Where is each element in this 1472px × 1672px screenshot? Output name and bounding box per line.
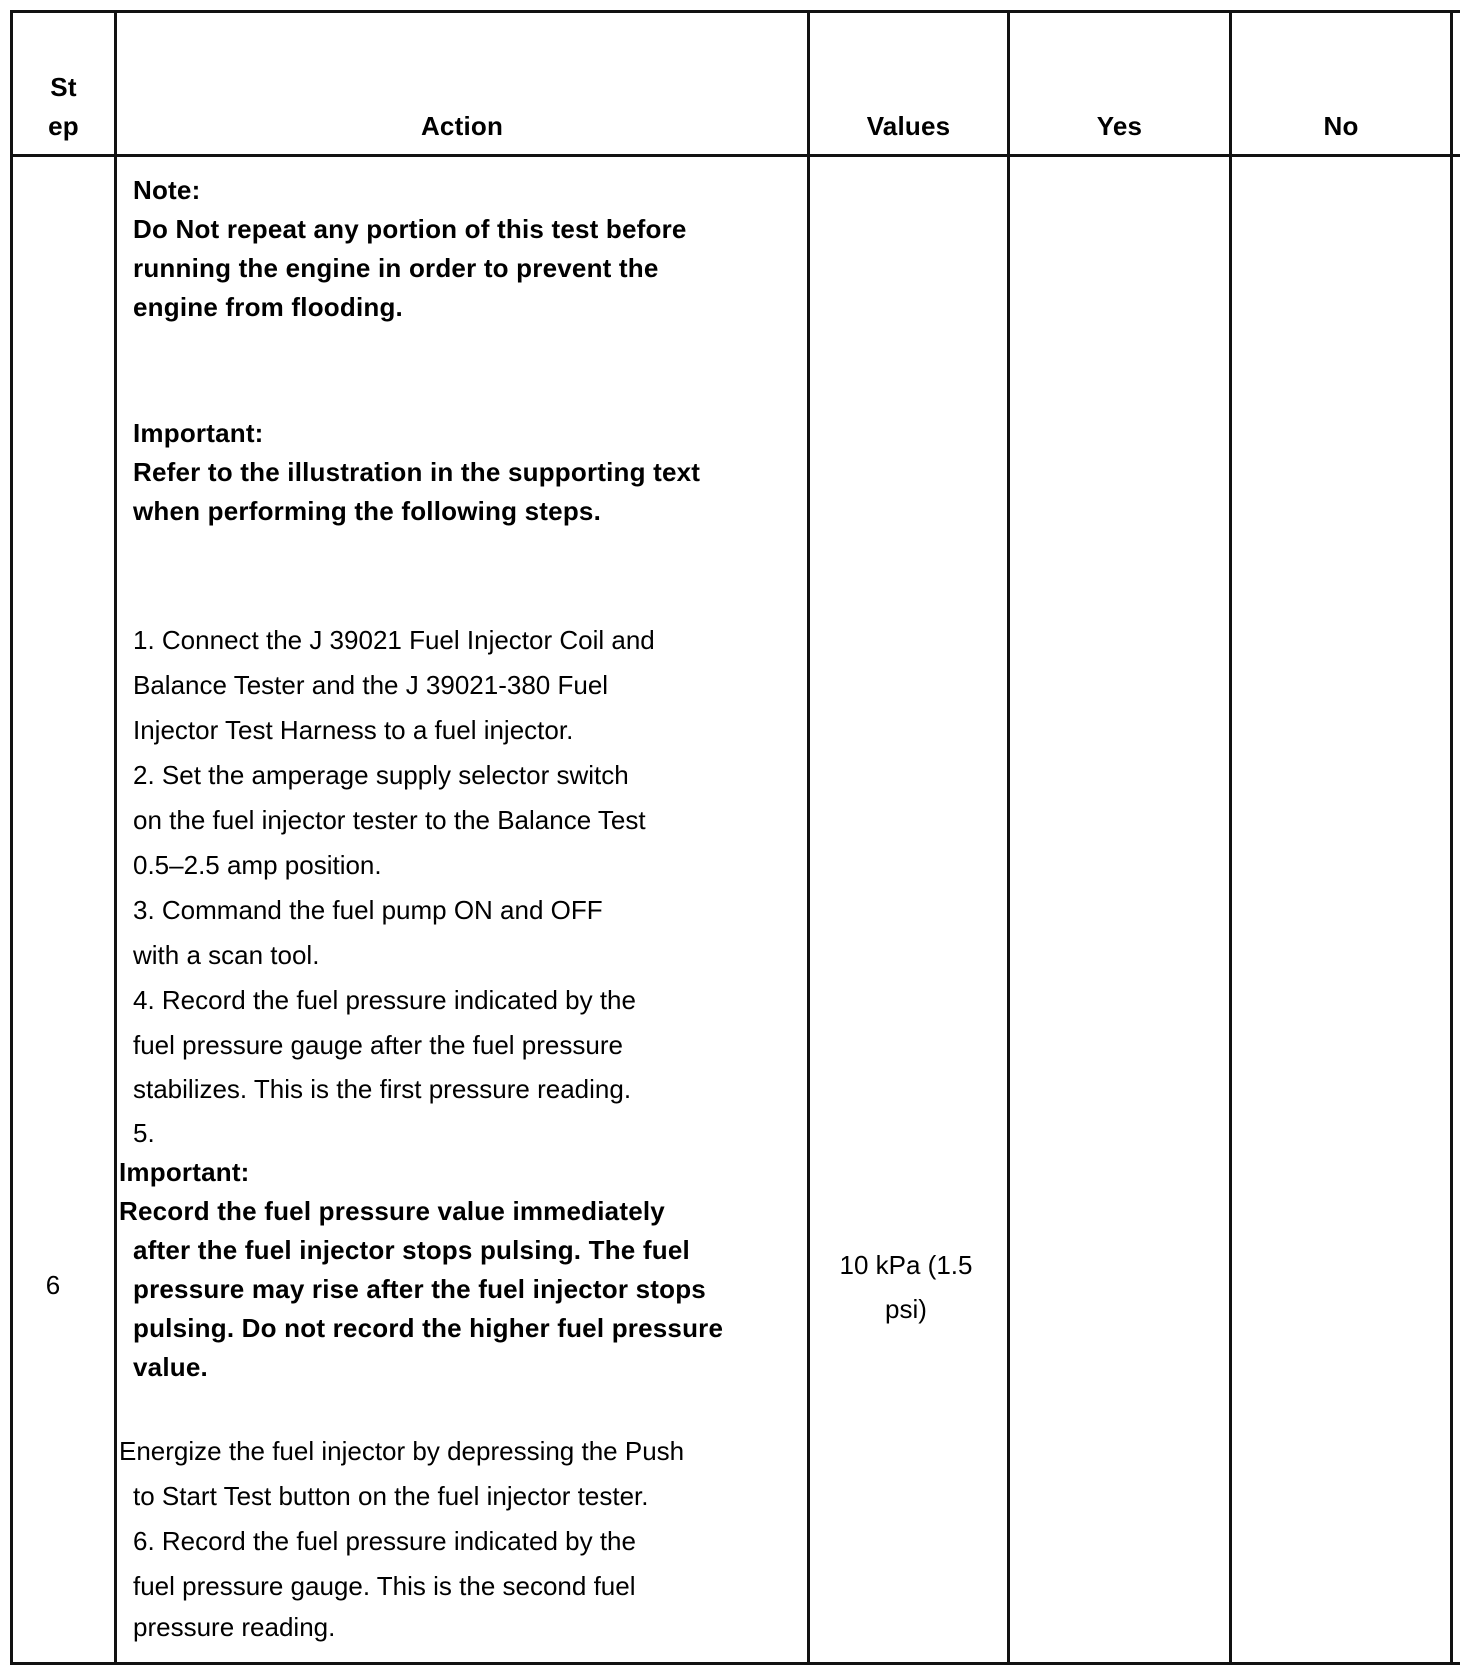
header-values: Values — [866, 111, 951, 141]
step-text-line: 1. Connect the J 39021 Fuel Injector Coil and — [133, 625, 655, 655]
step6-line: fuel pressure gauge. This is the second fuel — [133, 1571, 636, 1601]
header-step-line2: ep — [48, 111, 79, 141]
table-border-header-bottom — [10, 154, 1460, 157]
important2-line: Record the fuel pressure value immediately — [119, 1196, 665, 1226]
energize-line: to Start Test button on the fuel injector tester. — [133, 1481, 649, 1511]
step-text-line: 3. Command the fuel pump ON and OFF — [133, 895, 603, 925]
step-text-line: 5. — [133, 1118, 155, 1148]
note-line: engine from flooding. — [133, 292, 403, 322]
column-divider-yes-no — [1229, 10, 1232, 1665]
value-line1: 10 kPa (1.5 — [839, 1250, 973, 1280]
table-border-right — [1450, 10, 1453, 1665]
header-no: No — [1323, 111, 1359, 141]
important1-label: Important: — [133, 418, 264, 448]
step-text-line: on the fuel injector tester to the Balance Test — [133, 805, 646, 835]
step-number: 6 — [45, 1270, 61, 1300]
header-yes: Yes — [1096, 111, 1143, 141]
important2-label: Important: — [119, 1157, 250, 1187]
step6-line: pressure reading. — [133, 1612, 336, 1642]
note-line: Do Not repeat any portion of this test before — [133, 214, 687, 244]
important2-line: value. — [133, 1352, 208, 1382]
step-text-line: Injector Test Harness to a fuel injector. — [133, 715, 574, 745]
table-border-bottom — [10, 1662, 1460, 1665]
column-divider-action-values — [807, 10, 810, 1665]
step-text-line: fuel pressure gauge after the fuel pressure — [133, 1030, 623, 1060]
important1-line: Refer to the illustration in the supporting text — [133, 457, 701, 487]
column-divider-step-action — [114, 10, 117, 1665]
table-border-top — [10, 10, 1460, 13]
step-text-line: 4. Record the fuel pressure indicated by the — [133, 985, 636, 1015]
step-text-line: 0.5–2.5 amp position. — [133, 850, 382, 880]
step-text-line: stabilizes. This is the first pressure reading. — [133, 1074, 632, 1104]
important2-line: pulsing. Do not record the higher fuel pressure — [133, 1313, 724, 1343]
note-line: running the engine in order to prevent the — [133, 253, 659, 283]
table-border-left — [10, 10, 13, 1665]
value-line2: psi) — [885, 1294, 927, 1324]
important2-line: pressure may rise after the fuel injector stops — [133, 1274, 706, 1304]
important2-line: after the fuel injector stops pulsing. The fuel — [133, 1235, 690, 1265]
step6-line: 6. Record the fuel pressure indicated by the — [133, 1526, 636, 1556]
note-label: Note: — [133, 175, 201, 205]
header-action: Action — [420, 111, 504, 141]
step-text-line: 2. Set the amperage supply selector switch — [133, 760, 629, 790]
energize-line: Energize the fuel injector by depressing the Push — [119, 1436, 685, 1466]
header-step-line1: St — [50, 72, 77, 102]
step-text-line: with a scan tool. — [133, 940, 320, 970]
important1-line: when performing the following steps. — [133, 496, 601, 526]
column-divider-values-yes — [1007, 10, 1010, 1665]
step-text-line: Balance Tester and the J 39021-380 Fuel — [133, 670, 609, 700]
